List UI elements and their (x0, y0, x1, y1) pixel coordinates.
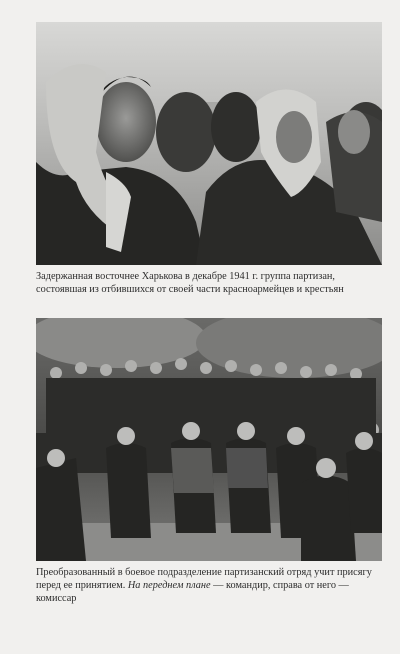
photo-detained-partisans (36, 22, 382, 265)
caption-detained-partisans (36, 270, 384, 296)
caption-italic-text: На переднем плане (127, 580, 211, 592)
photo-partisan-oath-image (36, 318, 382, 561)
caption-text: Задержанная восточнее Харькова в декабре 1941 г. группа партизан, состоявшая из отбившихся от своей части красноармейцев и крестьян (36, 271, 344, 296)
caption-text: — командир, справа от него — комиссар (36, 580, 349, 605)
caption-text: Преобразованный в боевое подразделение партизанский отряд учит присягу перед ее принятием. (36, 567, 372, 592)
caption-partisan-oath (36, 566, 384, 606)
photo-detained-partisans-image (36, 22, 382, 265)
photo-partisan-oath (36, 318, 382, 561)
